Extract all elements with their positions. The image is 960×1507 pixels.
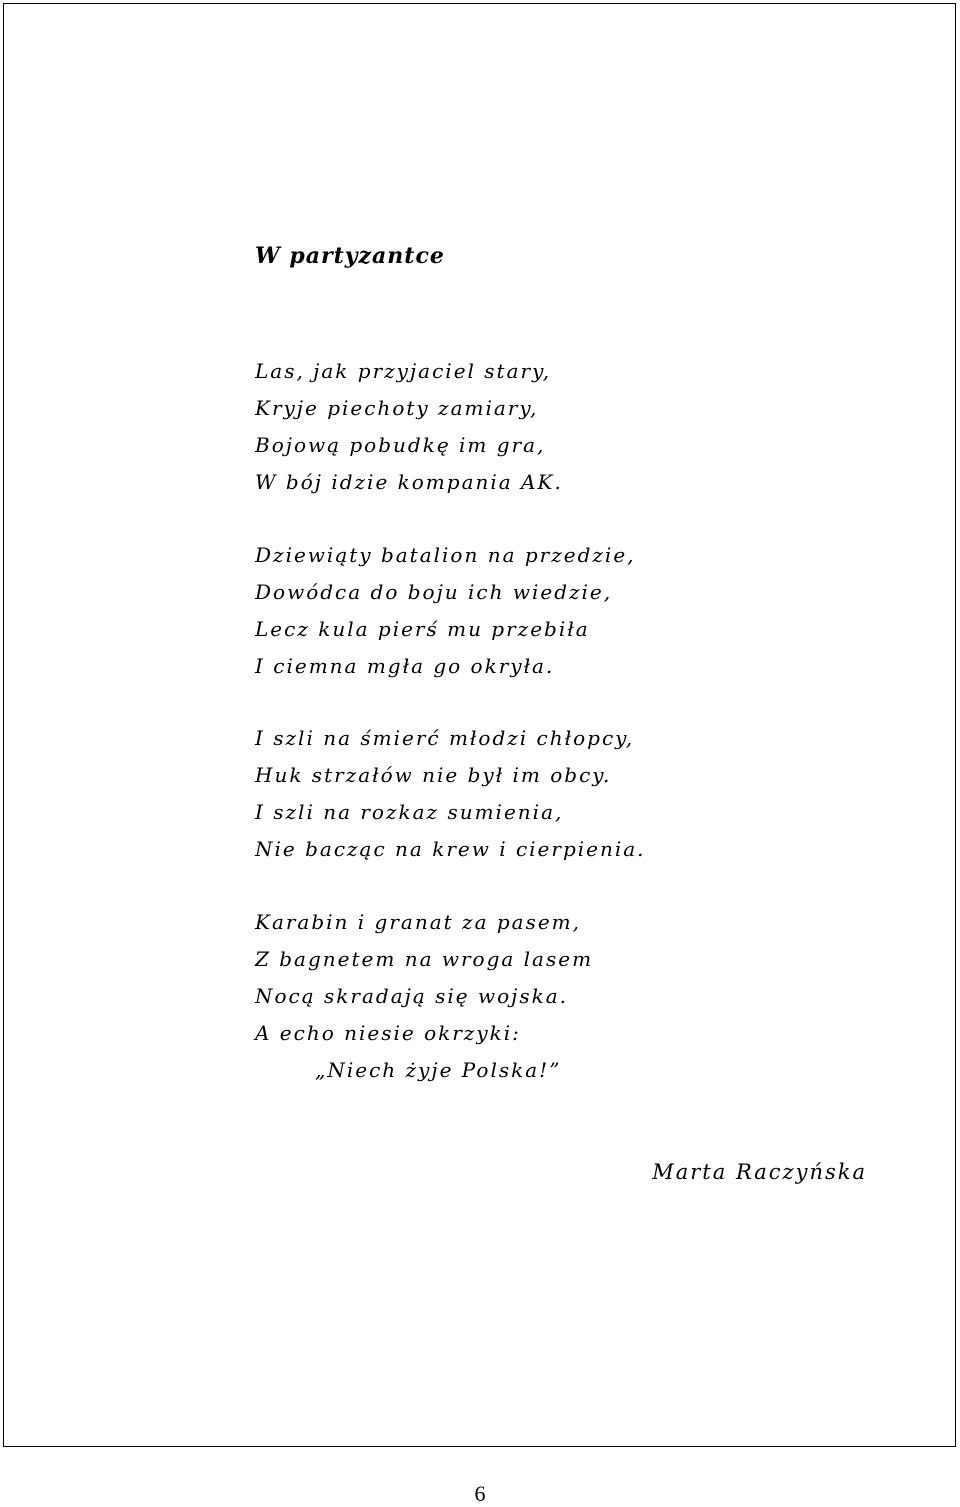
verse-line: I szli na rozkaz sumienia, [255, 800, 564, 824]
stanza-3 [255, 720, 646, 868]
poem-title: W partyzantce [255, 243, 445, 269]
verse-line: Huk strzałów nie był im obcy. [255, 763, 612, 787]
author-signature: Marta Raczyńska [652, 1160, 867, 1184]
verse-line: A echo niesie okrzyki: [255, 1021, 521, 1045]
verse-line: I ciemna mgła go okryła. [255, 654, 555, 678]
verse-line: Dowódca do boju ich wiedzie, [255, 580, 613, 604]
verse-line: W bój idzie kompania AK. [255, 470, 563, 494]
verse-line: Kryje piechoty zamiary, [255, 396, 539, 420]
verse-line: Lecz kula pierś mu przebiła [255, 617, 590, 641]
verse-line: Dziewiąty batalion na przedzie, [255, 543, 636, 567]
page-number: 6 [474, 1481, 486, 1506]
verse-line: Z bagnetem na wroga lasem [255, 947, 594, 971]
verse-line: Nie bacząc na krew i cierpienia. [255, 837, 646, 861]
verse-line: Karabin i granat za pasem, [255, 910, 581, 934]
verse-line-exclamation: „Niech żyje Polska!” [315, 1058, 562, 1082]
stanza-2 [255, 537, 636, 685]
verse-line: I szli na śmierć młodzi chłopcy, [255, 726, 635, 750]
stanza-4 [255, 904, 593, 1089]
verse-line: Nocą skradają się wojska. [255, 984, 568, 1008]
verse-line: Bojową pobudkę im gra, [255, 433, 546, 457]
stanza-1 [255, 353, 563, 501]
verse-line: Las, jak przyjaciel stary, [255, 359, 552, 383]
